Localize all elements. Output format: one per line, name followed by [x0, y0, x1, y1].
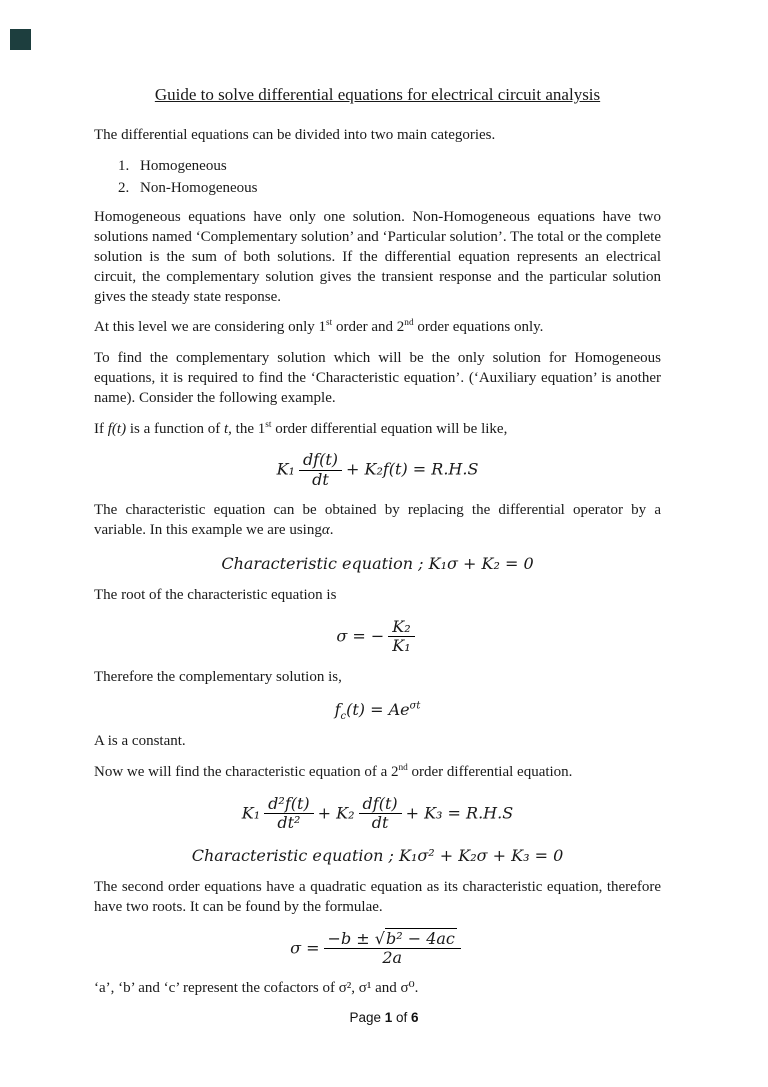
- text-run: .: [329, 522, 334, 539]
- fraction: [359, 795, 402, 833]
- text-run: If: [94, 420, 108, 437]
- fraction-numerator: [324, 930, 461, 949]
- paragraph-characteristic-obtain: [94, 501, 661, 541]
- eq-term: f: [334, 700, 341, 720]
- fraction-denominator: dt²: [277, 813, 301, 833]
- page-footer: [0, 1010, 768, 1025]
- fraction-numerator: df(t): [359, 795, 402, 814]
- text-run: , the 1: [228, 420, 266, 437]
- list-item-homogeneous: [118, 157, 661, 177]
- category-list: [118, 157, 661, 199]
- equation-quadratic-formula: [94, 930, 661, 968]
- equation-second-order: [94, 795, 661, 833]
- superscript-st: st: [326, 318, 333, 329]
- eq-term: (t) = Ae: [346, 700, 410, 720]
- equation-root: [94, 618, 661, 656]
- text-run: order and 2: [332, 319, 405, 336]
- superscript-st: st: [265, 419, 272, 430]
- equation-complementary-solution: [94, 699, 661, 723]
- paragraph-to-find: To find the complementary solution which will be the only solution for Homogeneous equations, it is required to find the ‘Characteristic equation’. (‘Auxiliary equation’ is another name). Consider the following example.: [94, 350, 661, 406]
- document-content: [94, 84, 661, 1010]
- text-run: order differential equation.: [407, 764, 573, 781]
- math-alpha: α: [321, 522, 330, 539]
- paragraph-homogeneous: Homogeneous equations have only one solution. Non-Homogeneous equations have two solutions named ‘Complementary solution’ and ‘Particular solution’. The total or the complete solution is the sum of both solutions. If the differential equation represents an electrical circuit, the complementary solution gives the transient response and the particular solution gives the steady state response.: [94, 209, 661, 305]
- superscript-nd: nd: [404, 318, 414, 329]
- list-label: Non-Homogeneous: [140, 179, 258, 196]
- eq-term: K₁: [276, 459, 295, 479]
- math-t: t: [223, 420, 229, 437]
- fraction-numerator: d²f(t): [264, 795, 314, 814]
- text-run: The characteristic equation can be obtained by replacing the differential operator by a variable. In this example we are using: [94, 502, 661, 539]
- paragraph-therefore: Therefore the complementary solution is,: [94, 668, 342, 685]
- text-run: order equations only.: [413, 319, 544, 336]
- fraction-denominator: dt: [371, 813, 389, 833]
- eq-term: −b ± √: [327, 928, 385, 948]
- equation-characteristic-second: Characteristic equation ; K₁σ² + K₂σ + K₃ = 0: [191, 845, 564, 865]
- fraction: [299, 451, 342, 489]
- radical-expression: b² − 4ac: [385, 928, 455, 948]
- eq-term: σ =: [290, 937, 320, 957]
- paragraph-cofactors: ‘a’, ‘b’ and ‘c’ represent the cofactors of σ², σ¹ and σ⁰.: [94, 980, 419, 997]
- fraction-denominator: 2a: [382, 947, 403, 967]
- text-run: is a function of: [126, 420, 224, 437]
- list-item-non-homogeneous: [118, 179, 661, 199]
- fraction: [324, 930, 461, 968]
- superscript-sigma-t: σt: [409, 700, 421, 712]
- footer-page-number: 1: [384, 1010, 393, 1025]
- fraction: [388, 618, 414, 656]
- footer-total-pages: 6: [411, 1010, 419, 1025]
- superscript-nd: nd: [398, 763, 408, 774]
- fraction-numerator: K₂: [388, 618, 414, 637]
- eq-term: + K₃ = R.H.S: [405, 803, 514, 823]
- corner-mark: [10, 29, 31, 50]
- text-run: order differential equation will be like,: [271, 420, 508, 437]
- paragraph-intro: The differential equations can be divided into two main categories.: [94, 127, 496, 144]
- subscript-c: c: [340, 711, 347, 723]
- fraction-numerator: df(t): [299, 451, 342, 470]
- list-number: 2.: [118, 179, 130, 196]
- fraction: [264, 795, 314, 833]
- footer-text: of: [392, 1010, 412, 1025]
- eq-term: + K₂f(t) = R.H.S: [346, 459, 479, 479]
- text-run: At this level we are considering only 1: [94, 319, 327, 336]
- eq-term: + K₂: [317, 803, 355, 823]
- math-ft: f(t): [107, 420, 127, 437]
- paragraph-order-level: [94, 318, 661, 338]
- paragraph-if-function: [94, 420, 661, 440]
- eq-term: σ = −: [336, 626, 385, 646]
- paragraph-now-second-order: [94, 763, 661, 783]
- fraction-denominator: dt: [312, 469, 329, 489]
- equation-first-order: [94, 451, 661, 489]
- paragraph-root: The root of the characteristic equation is: [94, 586, 337, 603]
- list-number: 1.: [118, 157, 130, 174]
- paragraph-second-order-roots: The second order equations have a quadratic equation as its characteristic equation, therefore have two roots. It can be found by the formulae.: [94, 878, 661, 915]
- page-title: Guide to solve differential equations for electrical circuit analysis: [154, 85, 601, 104]
- paragraph-a-constant: A is a constant.: [94, 733, 186, 750]
- equation-characteristic-first: Characteristic equation ; K₁σ + K₂ = 0: [221, 553, 534, 573]
- text-run: Now we will find the characteristic equation of a 2: [94, 764, 399, 781]
- fraction-denominator: K₁: [392, 636, 411, 656]
- footer-text: Page: [349, 1010, 385, 1025]
- eq-term: K₁: [241, 803, 261, 823]
- list-label: Homogeneous: [140, 157, 227, 174]
